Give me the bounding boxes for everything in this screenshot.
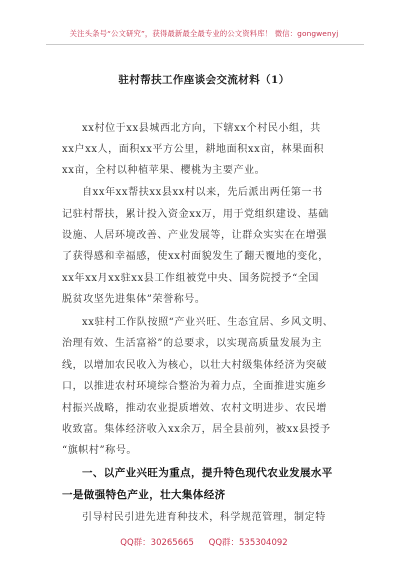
paragraph-2-line-5: xx年xx月xx驻xx县工作组被党中央、国务院授予“全国 xyxy=(62,273,320,284)
header-banner: 关注头条号“公文研究”，获得最新最全最专业的公文资料库！ 微信：gongwenyj xyxy=(69,29,339,38)
paragraph-1-line-3: xx亩，全村以种植苹果、樱桃为主要产业。 xyxy=(62,165,266,176)
paragraph-3-line-4: 口，以推进农村环境综合整治为着力点，全面推进实施乡 xyxy=(62,381,327,392)
paragraph-2-line-1: 自xx年xx帮扶xx县xx村以来，先后派出两任第一书 xyxy=(82,187,323,198)
paragraph-2-line-6: 脱贫攻坚先进集体”荣誉称号。 xyxy=(62,294,206,305)
paragraph-3-line-5: 村振兴战略，推动农业提质增效、农村文明进步、农民增 xyxy=(62,403,327,414)
section-heading: 一、以产业兴旺为重点，提升特色现代农业发展水平 xyxy=(82,467,333,479)
paragraph-2-line-4: 了获得感和幸福感，使xx村面貌发生了翻天覆地的变化， xyxy=(62,251,329,262)
header-divider xyxy=(46,44,364,45)
paragraph-2-line-3: 设施、人居环境改善、产业发展等，让群众实实在在增强 xyxy=(62,230,327,241)
paragraph-1-line-2: xx户xx人，面积xx平方公里，耕地面积xx亩，林果面积 xyxy=(62,144,324,155)
paragraph-3-line-7: “旗帜村”称号。 xyxy=(62,445,138,456)
paragraph-3-line-6: 收致富。集体经济收入xx余万，居全县前列，被xx县授予 xyxy=(62,424,331,435)
footer xyxy=(0,536,408,548)
footer-qq-group-1: QQ群：30265665 xyxy=(120,538,194,548)
section-subheading: 一是做强特色产业，壮大集体经济 xyxy=(62,489,226,501)
footer-qq-group-2: QQ群：535304092 xyxy=(208,538,288,548)
paragraph-3-line-3: 线，以增加农民收入为核心，以壮大村级集体经济为突破 xyxy=(62,360,327,371)
paragraph-4-line-1: 引导村民引进先进育种技术，科学规范管理，制定特 xyxy=(82,512,326,523)
paragraph-2-line-2: 记驻村帮扶，累计投入资金xx万，用于党组织建设、基础 xyxy=(62,209,329,220)
paragraph-3-line-1: xx驻村工作队按照“产业兴旺、生态宜居、乡风文明、 xyxy=(82,317,334,328)
paragraph-3-line-2: 治理有效、生活富裕”的总要求，以实现高质量发展为主 xyxy=(62,338,323,349)
document-title: 驻村帮扶工作座谈会交流材料（1） xyxy=(118,74,290,86)
paragraph-1-line-1: xx村位于xx县城西北方向，下辖xx个村民小组，共 xyxy=(82,123,321,134)
